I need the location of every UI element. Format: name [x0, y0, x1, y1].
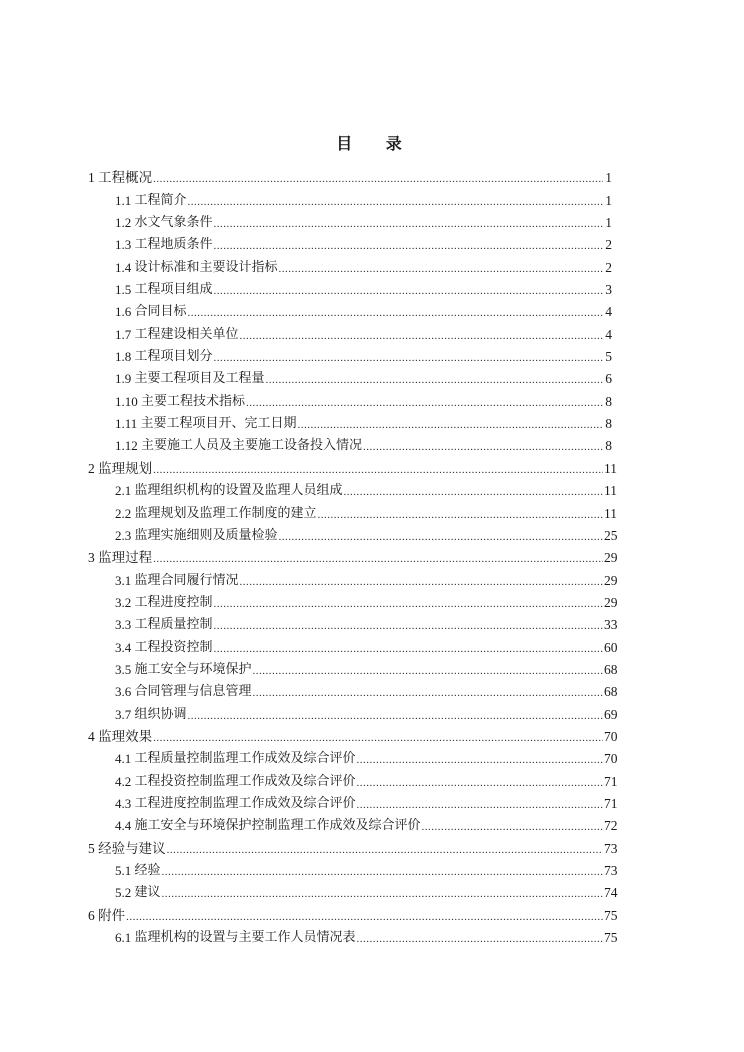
- toc-dot-leader: [214, 282, 603, 300]
- toc-entry-title: 工程进度控制监理工作成效及综合评价: [134, 795, 356, 811]
- toc-dot-leader: [344, 483, 603, 501]
- toc-section-entry[interactable]: [88, 255, 612, 277]
- toc-section-entry[interactable]: [88, 412, 612, 434]
- toc-entry-number: 6.1: [115, 930, 132, 946]
- toc-entry-number: 3.5: [115, 661, 132, 677]
- toc-entry-title: 监理组织机构的设置及监理人员组成: [134, 483, 343, 499]
- toc-chapter-entry[interactable]: [88, 903, 618, 925]
- toc-dot-leader: [318, 506, 603, 524]
- toc-dot-leader: [214, 617, 603, 635]
- toc-dot-leader: [253, 662, 603, 680]
- toc-entry-number: 1.5: [115, 282, 132, 298]
- toc-section-entry[interactable]: [88, 501, 617, 523]
- toc-page-number: 29: [604, 594, 618, 610]
- toc-page-number: 11: [604, 483, 617, 499]
- toc-entry-title: 合同管理与信息管理: [134, 684, 252, 700]
- toc-entry-title: 水文气象条件: [134, 215, 213, 231]
- toc-page-number: 60: [604, 639, 618, 655]
- toc-page-number: 71: [604, 795, 618, 811]
- toc-page-number: 68: [604, 661, 618, 677]
- toc-entry-title: 主要工程项目及工程量: [134, 371, 265, 387]
- toc-dot-leader: [153, 550, 603, 568]
- toc-entry-title: 工程投资控制监理工作成效及综合评价: [134, 773, 356, 789]
- toc-entry-number: 1.10: [115, 393, 138, 409]
- toc-dot-leader: [279, 260, 603, 278]
- toc-entry-number: 2.1: [115, 483, 132, 499]
- toc-section-entry[interactable]: [88, 658, 618, 680]
- toc-dot-leader: [188, 304, 603, 322]
- toc-entry-title: 组织协调: [134, 706, 187, 722]
- toc-page-number: 74: [604, 885, 618, 901]
- toc-section-entry[interactable]: [88, 591, 618, 613]
- toc-entry-number: 1.12: [115, 438, 138, 454]
- toc-page-number: 69: [604, 706, 618, 722]
- toc-entry-number: 4: [88, 728, 95, 744]
- toc-dot-leader: [357, 930, 603, 948]
- toc-entry-title: 工程地质条件: [134, 237, 213, 253]
- toc-dot-leader: [188, 707, 603, 725]
- toc-dot-leader: [240, 327, 603, 345]
- toc-entry-title: 监理实施细则及质量检验: [134, 527, 278, 543]
- toc-dot-leader: [162, 885, 603, 903]
- toc-entry-title: 设计标准和主要设计指标: [134, 259, 278, 275]
- toc-entry-title: 工程进度控制: [134, 594, 213, 610]
- toc-page-number: 29: [604, 572, 618, 588]
- toc-page-number: 11: [604, 460, 617, 476]
- toc-entry-number: 3.7: [115, 706, 132, 722]
- toc-dot-leader: [357, 751, 603, 769]
- toc-section-entry[interactable]: [88, 479, 617, 501]
- toc-page-number: 75: [604, 930, 618, 946]
- toc-section-entry[interactable]: [88, 345, 612, 367]
- toc-entry-number: 4.1: [115, 751, 132, 767]
- toc-entry-number: 5.2: [115, 885, 132, 901]
- toc-dot-leader: [153, 729, 603, 747]
- toc-section-entry[interactable]: [88, 233, 612, 255]
- toc-entry-title: 工程简介: [134, 192, 187, 208]
- toc-section-entry[interactable]: [88, 322, 612, 344]
- toc-entry-number: 6: [88, 907, 95, 923]
- toc-section-entry[interactable]: [88, 389, 612, 411]
- table-of-contents: [88, 166, 618, 948]
- toc-page-number: 8: [605, 393, 612, 409]
- toc-entry-title: 施工安全与环境保护控制监理工作成效及综合评价: [134, 818, 421, 834]
- toc-section-entry[interactable]: [88, 278, 612, 300]
- toc-section-entry[interactable]: [88, 367, 612, 389]
- toc-entry-title: 建议: [134, 885, 161, 901]
- toc-dot-leader: [240, 573, 603, 591]
- toc-entry-number: 3.1: [115, 572, 132, 588]
- toc-entry-title: 经验: [134, 863, 161, 878]
- toc-entry-title: 主要施工人员及主要施工设备投入情况: [141, 438, 363, 454]
- toc-section-entry[interactable]: [88, 926, 618, 948]
- toc-entry-number: 1.3: [115, 237, 132, 253]
- toc-dot-leader: [162, 863, 603, 881]
- toc-entry-number: 2: [88, 460, 95, 476]
- toc-entry-number: 4.4: [115, 818, 132, 834]
- toc-entry-number: 1.4: [115, 259, 132, 275]
- toc-section-entry[interactable]: [88, 300, 612, 322]
- toc-entry-number: 3.6: [115, 684, 132, 700]
- toc-section-entry[interactable]: [88, 814, 618, 836]
- toc-dot-leader: [214, 595, 603, 613]
- toc-entry-number: 1: [88, 170, 95, 186]
- toc-entry-title: 工程概况: [98, 170, 153, 187]
- toc-section-entry[interactable]: [88, 702, 618, 724]
- toc-dot-leader: [153, 170, 603, 188]
- toc-page-number: 11: [604, 505, 617, 521]
- toc-entry-number: 1.9: [115, 371, 132, 387]
- toc-page-number: 2: [605, 259, 612, 275]
- toc-section-entry[interactable]: [88, 635, 618, 657]
- toc-entry-title: 监理合同履行情况: [134, 572, 239, 588]
- toc-section-entry[interactable]: [88, 769, 618, 791]
- toc-page-number: 73: [604, 840, 618, 856]
- toc-entry-title: 工程项目划分: [134, 349, 213, 365]
- toc-entry-number: 1.7: [115, 326, 132, 342]
- toc-entry-title: 监理效果: [98, 728, 153, 745]
- toc-page-number: 1: [605, 170, 612, 186]
- toc-entry-title: 工程项目组成: [134, 282, 213, 298]
- toc-dot-leader: [153, 461, 603, 479]
- toc-entry-number: 1.11: [115, 416, 138, 432]
- toc-entry-title: 施工安全与环境保护: [134, 661, 252, 677]
- toc-dot-leader: [253, 684, 603, 702]
- toc-dot-leader: [357, 796, 603, 814]
- toc-entry-number: 5: [88, 840, 95, 856]
- toc-section-entry[interactable]: [88, 613, 618, 635]
- toc-dot-leader: [246, 394, 603, 412]
- toc-page-number: 1: [605, 215, 612, 231]
- toc-entry-title: 工程质量控制: [134, 617, 213, 633]
- toc-entry-title: 监理规划: [98, 460, 153, 477]
- toc-dot-leader: [422, 818, 603, 836]
- toc-entry-title: 附件: [98, 907, 126, 924]
- toc-page-number: 68: [604, 684, 618, 700]
- toc-section-entry[interactable]: [88, 434, 612, 456]
- toc-page-number: 4: [605, 304, 612, 320]
- toc-page-number: 25: [604, 527, 618, 543]
- toc-dot-leader: [266, 371, 603, 389]
- toc-chapter-entry[interactable]: [88, 456, 617, 478]
- toc-section-entry[interactable]: [88, 188, 612, 210]
- toc-page-number: 1: [605, 192, 612, 208]
- toc-entry-number: 2.3: [115, 527, 132, 543]
- toc-entry-title: 主要工程技术指标: [141, 393, 246, 409]
- toc-section-entry[interactable]: [88, 859, 618, 881]
- toc-dot-leader: [357, 774, 603, 792]
- toc-dot-leader: [167, 841, 603, 859]
- toc-chapter-entry[interactable]: [88, 546, 618, 568]
- toc-dot-leader: [214, 640, 603, 658]
- toc-chapter-entry[interactable]: [88, 725, 618, 747]
- toc-entry-number: 3.2: [115, 594, 132, 610]
- toc-page-number: 4: [605, 326, 612, 342]
- toc-section-entry[interactable]: [88, 747, 618, 769]
- toc-entry-number: 4.2: [115, 773, 132, 789]
- toc-page-number: 73: [604, 863, 618, 878]
- toc-page-number: 71: [604, 773, 618, 789]
- toc-page-number: 33: [604, 617, 618, 633]
- toc-dot-leader: [188, 193, 603, 211]
- toc-page-number: 8: [605, 438, 612, 454]
- toc-entry-title: 工程投资控制: [134, 639, 213, 655]
- toc-entry-number: 1.1: [115, 192, 132, 208]
- toc-entry-title: 监理机构的设置与主要工作人员情况表: [134, 930, 356, 946]
- toc-dot-leader: [214, 237, 603, 255]
- toc-entry-number: 5.1: [115, 863, 132, 878]
- toc-chapter-entry[interactable]: [88, 166, 612, 188]
- toc-page-number: 70: [604, 751, 618, 767]
- toc-entry-number: 3.3: [115, 617, 132, 633]
- toc-dot-leader: [214, 215, 603, 233]
- toc-page-number: 3: [605, 282, 612, 298]
- toc-dot-leader: [298, 416, 603, 434]
- toc-page-number: 8: [605, 416, 612, 432]
- toc-entry-number: 1.2: [115, 215, 132, 231]
- toc-entry-title: 工程质量控制监理工作成效及综合评价: [134, 751, 356, 767]
- toc-entry-number: 1.6: [115, 304, 132, 320]
- toc-entry-title: 工程建设相关单位: [134, 326, 239, 342]
- toc-page-number: 72: [604, 818, 618, 834]
- toc-page-number: 5: [605, 349, 612, 365]
- toc-entry-number: 4.3: [115, 795, 132, 811]
- toc-entry-number: 2.2: [115, 505, 132, 521]
- toc-entry-title: 监理规划及监理工作制度的建立: [134, 505, 317, 521]
- toc-dot-leader: [126, 908, 603, 926]
- toc-entry-number: 1.8: [115, 349, 132, 365]
- toc-page-number: 29: [604, 550, 618, 566]
- toc-page-number: 75: [604, 907, 618, 923]
- toc-section-entry[interactable]: [88, 568, 618, 590]
- toc-entry-number: 3.4: [115, 639, 132, 655]
- toc-entry-number: 3: [88, 550, 95, 566]
- toc-section-entry[interactable]: [88, 680, 618, 702]
- toc-section-entry[interactable]: [88, 792, 618, 814]
- toc-dot-leader: [363, 438, 603, 456]
- toc-entry-title: 经验与建议: [98, 840, 166, 857]
- toc-dot-leader: [214, 349, 603, 367]
- toc-section-entry[interactable]: [88, 881, 618, 903]
- toc-chapter-entry[interactable]: [88, 836, 618, 858]
- toc-section-entry[interactable]: [88, 211, 612, 233]
- toc-entry-title: 监理过程: [98, 550, 153, 567]
- toc-page-number: 6: [605, 371, 612, 387]
- toc-page-number: 70: [604, 728, 618, 744]
- toc-dot-leader: [279, 528, 603, 546]
- toc-section-entry[interactable]: [88, 524, 618, 546]
- toc-title: 目 录: [336, 134, 416, 153]
- toc-entry-title: 合同目标: [134, 304, 187, 320]
- toc-page-number: 2: [605, 237, 612, 253]
- toc-entry-title: 主要工程项目开、完工日期: [140, 416, 297, 432]
